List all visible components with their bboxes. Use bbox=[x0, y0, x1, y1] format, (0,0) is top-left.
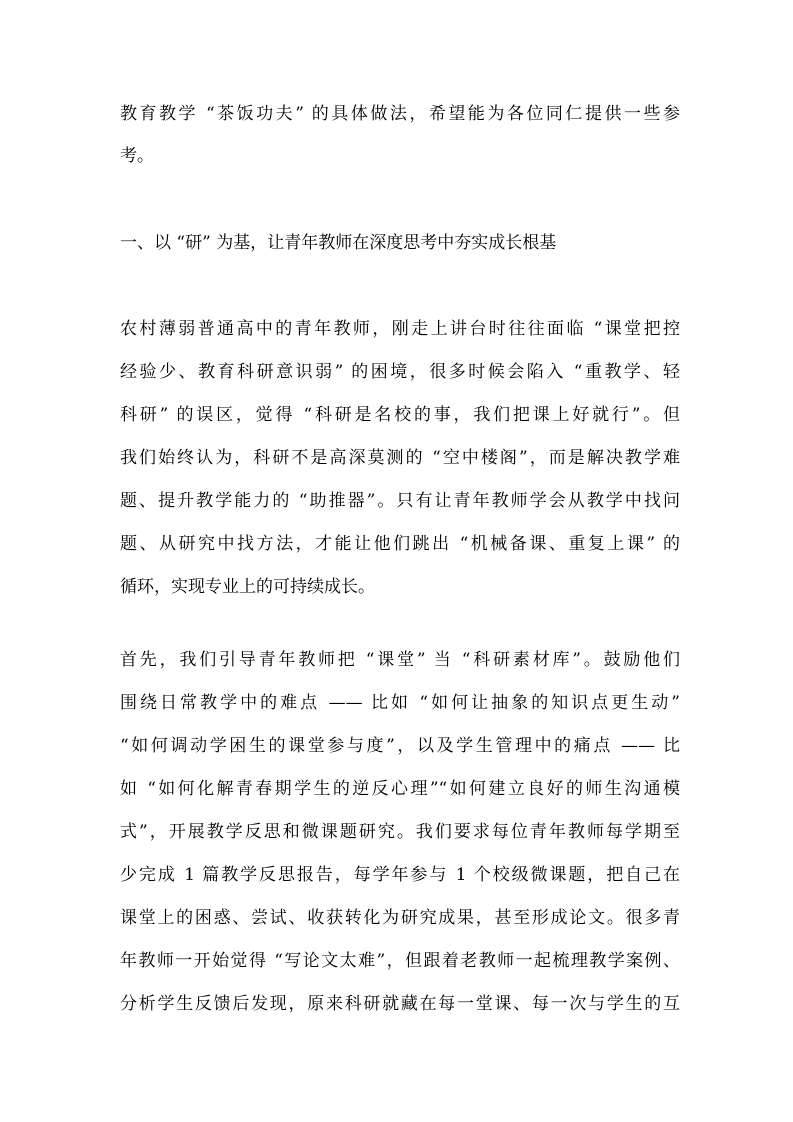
intro-line-2: 考。 bbox=[120, 146, 154, 166]
paragraph2-line-5: 式”，开展教学反思和微课题研究。我们要求每位青年教师每学期至 bbox=[120, 822, 680, 842]
paragraph2-line-9: 分析学生反馈后发现，原来科研就藏在每一堂课、每一次与学生的互 bbox=[120, 994, 680, 1014]
intro-line-1: 教育教学 “茶饭功夫” 的具体做法，希望能为各位同仁提供一些参 bbox=[120, 104, 680, 124]
paragraph1-line-7: 循环，实现专业上的可持续成长。 bbox=[120, 577, 375, 597]
paragraph1-line-3: 科研” 的误区，觉得 “科研是名校的事，我们把课上好就行”。但 bbox=[120, 405, 680, 425]
paragraph1-line-6: 题、从研究中找方法，才能让他们跳出 “机械备课、重复上课” 的 bbox=[120, 534, 680, 554]
paragraph1-line-1: 农村薄弱普通高中的青年教师，刚走上讲台时往往面临 “课堂把控 bbox=[120, 319, 680, 339]
section-heading: 一、以 “研” 为基，让青年教师在深度思考中夯实成长根基 bbox=[120, 233, 557, 253]
paragraph2-line-2: 围绕日常教学中的难点 —— 比如 “如何让抽象的知识点更生动” bbox=[120, 693, 680, 713]
paragraph2-line-6: 少完成 1 篇教学反思报告，每学年参与 1 个校级微课题，把自己在 bbox=[120, 865, 680, 885]
paragraph2-line-7: 课堂上的困惑、尝试、收获转化为研究成果，甚至形成论文。很多青 bbox=[120, 908, 680, 928]
paragraph2-line-8: 年教师一开始觉得 “写论文太难”，但跟着老教师一起梳理教学案例、 bbox=[120, 951, 680, 971]
paragraph2-line-4: 如 “如何化解青春期学生的逆反心理”“如何建立良好的师生沟通模 bbox=[120, 779, 680, 799]
paragraph2-line-1: 首先，我们引导青年教师把 “课堂” 当 “科研素材库”。鼓励他们 bbox=[120, 650, 680, 670]
paragraph1-line-4: 我们始终认为，科研不是高深莫测的 “空中楼阁”，而是解决教学难 bbox=[120, 448, 680, 468]
paragraph1-line-2: 经验少、教育科研意识弱” 的困境，很多时候会陷入 “重教学、轻 bbox=[120, 362, 680, 382]
paragraph2-line-3: “如何调动学困生的课堂参与度”，以及学生管理中的痛点 —— 比 bbox=[120, 736, 680, 756]
paragraph1-line-5: 题、提升教学能力的 “助推器”。只有让青年教师学会从教学中找问 bbox=[120, 491, 680, 511]
